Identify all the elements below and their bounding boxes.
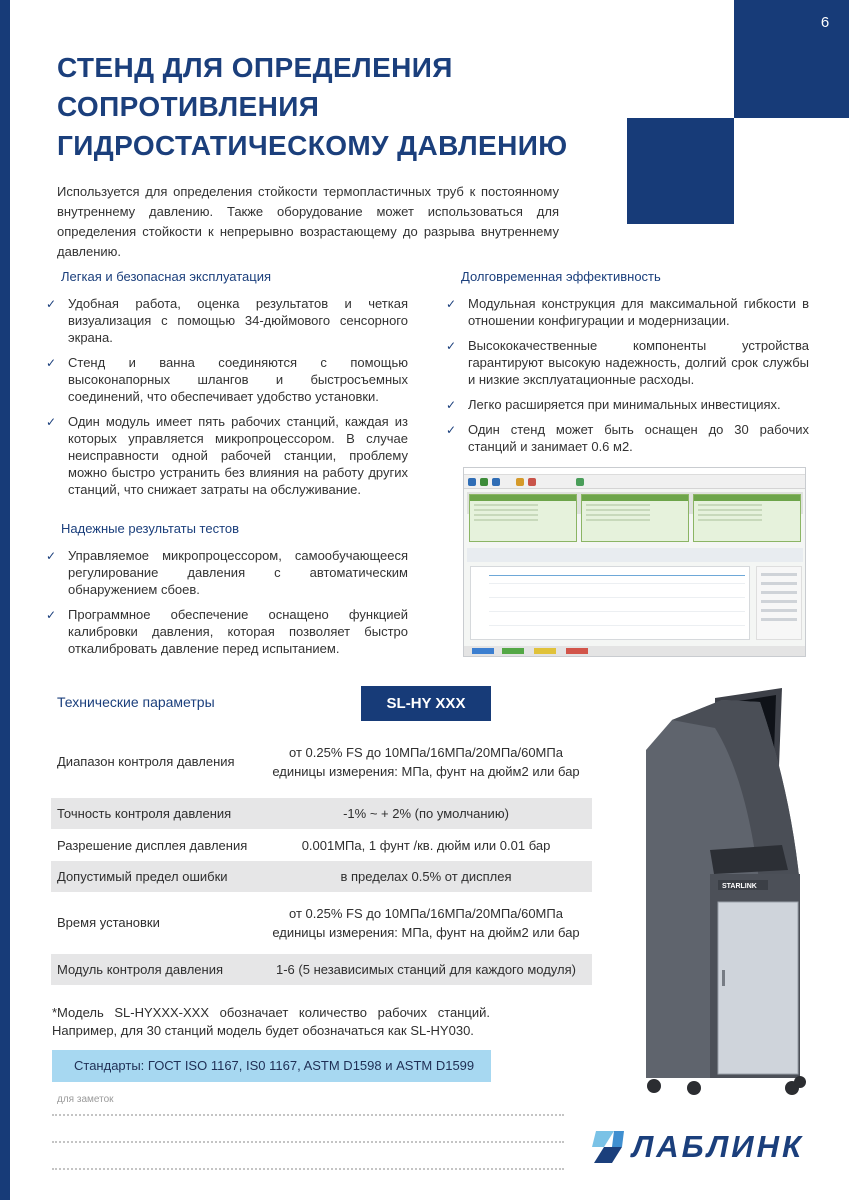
software-screenshot <box>463 467 806 657</box>
bullet-list-reliable <box>46 547 408 665</box>
specs-title: Технические параметры <box>57 694 215 710</box>
section-title-longterm: Долговременная эффективность <box>461 269 661 284</box>
check-icon: ✓ <box>446 398 457 412</box>
spec-value: от 0.25% FS до 10МПа/16МПа/20МПа/60МПа единицы измерения: МПа, фунт на дюйм2 или бар <box>272 745 580 779</box>
spec-row <box>51 798 592 829</box>
list-item: ✓ Программное обеспечение оснащено функцией калибровки давления, которая позволяет быстро откалибровать давление перед испытанием. <box>46 607 408 656</box>
spec-row <box>51 900 592 946</box>
spec-label: Точность контроля давления <box>57 806 232 821</box>
spec-value: в пределах 0.5% от дисплея <box>340 869 512 884</box>
list-item: ✓ Один стенд может быть оснащен до 30 рабочих станций и занимает 0.6 м2. <box>446 422 809 454</box>
spec-label: Разрешение дисплея давления <box>57 838 248 853</box>
notes-line <box>52 1168 564 1170</box>
spec-label: Время установки <box>57 915 160 930</box>
spec-label: Допустимый предел ошибки <box>57 869 228 884</box>
check-icon: ✓ <box>446 423 457 437</box>
logo-mark-icon <box>588 1127 628 1167</box>
spec-value: от 0.25% FS до 10МПа/16МПа/20МПа/60МПа единицы измерения: МПа, фунт на дюйм2 или бар <box>272 906 580 940</box>
notes-label: для заметок <box>57 1094 114 1105</box>
check-icon: ✓ <box>46 549 57 563</box>
list-item: ✓ Один модуль имеет пять рабочих станций, каждая из которых управляется микропроцессором. В случае неисправности одной рабочей станции, проблему можно быстро устранить без влияния на работу других станций, что снижает затраты на обслуживание. <box>46 414 408 497</box>
spec-label: Диапазон контроля давления <box>57 754 235 769</box>
left-accent-bar <box>0 0 10 1200</box>
spec-row <box>51 830 592 861</box>
spec-row <box>51 861 592 892</box>
intro-paragraph: Используется для определения стойкости термопластичных труб к постоянному внутреннему давлению. Также оборудование может использоваться для определения стойкости к непрерывно возрастающему до разрыва внутреннему давлению. <box>57 184 559 259</box>
check-icon: ✓ <box>446 297 457 311</box>
notes-line <box>52 1114 564 1116</box>
check-icon: ✓ <box>46 297 57 311</box>
check-icon: ✓ <box>46 356 57 370</box>
spec-row <box>51 740 592 784</box>
bullet-list-easy <box>46 295 408 506</box>
list-item: ✓ Модульная конструкция для максимальной гибкости в отношении конфигурации и модернизации. <box>446 296 809 328</box>
list-item: ✓ Стенд и ванна соединяются с помощью высоконапорных шлангов и быстросъемных соединений, что обеспечивает удобство установки. <box>46 355 408 404</box>
model-note: *Модель SL-HYXXX-XXX обозначает количество рабочих станций. Например, для 30 станций модель будет обозначаться как SL-HY030. <box>52 1005 490 1038</box>
spec-row <box>51 954 592 985</box>
kiosk-illustration <box>610 680 820 1100</box>
spec-value: 1-6 (5 независимых станций для каждого модуля) <box>276 962 576 977</box>
corner-block-small <box>627 118 734 224</box>
kiosk-brand: STARLINK <box>722 883 757 890</box>
logo-text: ЛАБЛИНК <box>632 1129 805 1164</box>
spec-value: -1% ~ + 2% (по умолчанию) <box>343 806 509 821</box>
page-title: СТЕНД ДЛЯ ОПРЕДЕЛЕНИЯ СОПРОТИВЛЕНИЯ ГИДРОСТАТИЧЕСКОМУ ДАВЛЕНИЮ <box>57 52 568 161</box>
page-number: 6 <box>820 14 830 31</box>
list-item: ✓ Высококачественные компоненты устройства гарантируют высокую надежность, долгий срок службы и низкие эксплуатационные расходы. <box>446 338 809 387</box>
section-title-reliable: Надежные результаты тестов <box>61 521 240 536</box>
standards-banner: Стандарты: ГОСТ ISO 1167, IS0 1167, ASTM D1598 и ASTM D1599 <box>52 1050 491 1082</box>
lablink-logo <box>588 1127 820 1167</box>
section-title-easy: Легкая и безопасная эксплуатация <box>61 269 272 284</box>
check-icon: ✓ <box>46 415 57 429</box>
notes-line <box>52 1141 564 1143</box>
list-item: ✓ Удобная работа, оценка результатов и четкая визуализация с помощью 34-дюймового сенсорного экрана. <box>46 296 408 345</box>
check-icon: ✓ <box>446 339 457 353</box>
check-icon: ✓ <box>46 608 57 622</box>
spec-label: Модуль контроля давления <box>57 962 224 977</box>
model-badge: SL-HY XXX <box>361 686 491 721</box>
list-item: ✓ Управляемое микропроцессором, самообучающееся регулирование давления с автоматическим обнаружением сбоев. <box>46 548 408 597</box>
bullet-list-longterm <box>446 295 809 463</box>
spec-value: 0.001МПа, 1 фунт /кв. дюйм или 0.01 бар <box>301 838 551 853</box>
list-item: ✓ Легко расширяется при минимальных инвестициях. <box>446 397 781 412</box>
